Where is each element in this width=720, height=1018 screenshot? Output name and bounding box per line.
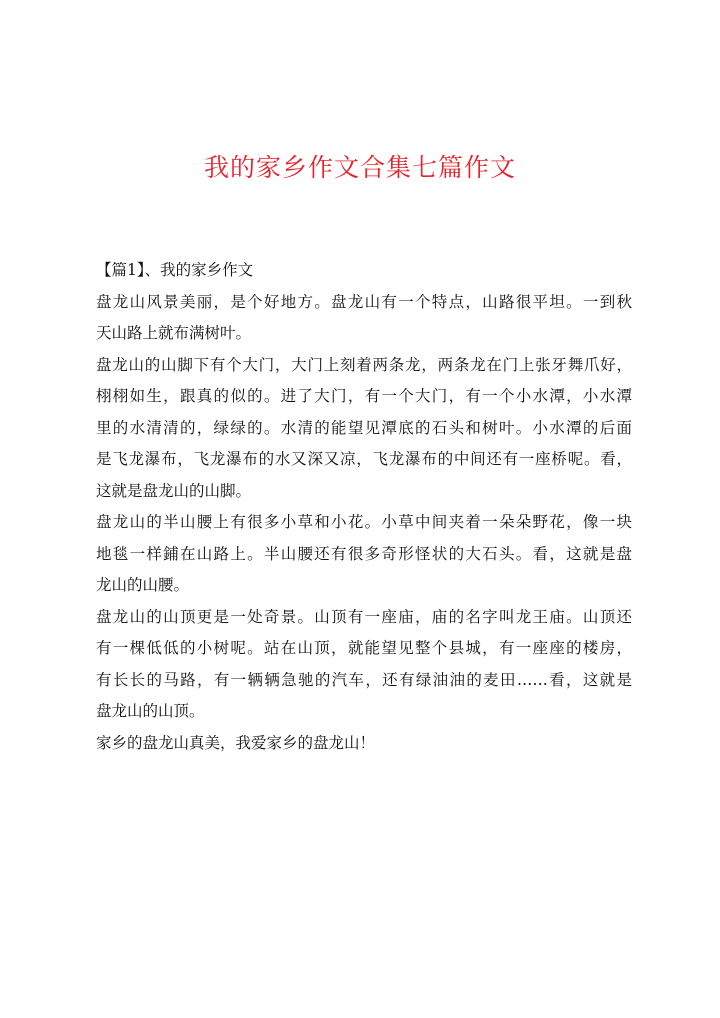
paragraph-line: 盘龙山的半山腰上有很多小草和小花。小草中间夹着一朵朵野花，像一块 (96, 513, 632, 531)
document-title: 我的家乡作文合集七篇作文 (203, 153, 516, 182)
paragraph-line: 天山路上就布满树叶。 (96, 324, 252, 342)
paragraph-line: 有长长的马路，有一辆辆急驰的汽车，还有绿油油的麦田……看，这就是 (96, 670, 632, 689)
section-heading: 【篇1】、我的家乡作文 (96, 261, 254, 279)
paragraph-line: 盘龙山的山顶更是一处奇景。山顶有一座庙，庙的名字叫龙王庙。山顶还 (96, 607, 632, 626)
paragraph-line: 这就是盘龙山的山脚。 (96, 481, 252, 500)
paragraph-line: 龙山的山腰。 (96, 576, 190, 594)
paragraph-line: 盘龙山的山脚下有个大门，大门上刻着两条龙，两条龙在门上张牙舞爪好， (96, 355, 632, 374)
paragraph-line: 盘龙山风景美丽，是个好地方。盘龙山有一个特点，山路很平坦。一到秋 (96, 292, 632, 311)
paragraph-line: 里的水清清的，绿绿的。水清的能望见潭底的石头和树叶。小水潭的后面 (96, 418, 632, 437)
paragraph-line: 盘龙山的山顶。 (96, 702, 205, 720)
paragraph-line: 是飞龙瀑布，飞龙瀑布的水又深又凉，飞龙瀑布的中间还有一座桥呢。看， (96, 450, 632, 468)
paragraph-line: 地毯一样鋪在山路上。半山腰还有很多奇形怪状的大石头。看，这就是盘 (96, 544, 632, 563)
paragraph-line: 栩栩如生，跟真的似的。进了大门，有一个大门，有一个小水潭，小水潭 (96, 387, 632, 405)
paragraph-line: 家乡的盘龙山真美，我爱家乡的盘龙山！ (96, 733, 376, 752)
paragraph-line: 有一棵低低的小树呢。站在山顶，就能望见整个县城，有一座座的楼房， (96, 639, 632, 657)
document-body (96, 255, 632, 759)
